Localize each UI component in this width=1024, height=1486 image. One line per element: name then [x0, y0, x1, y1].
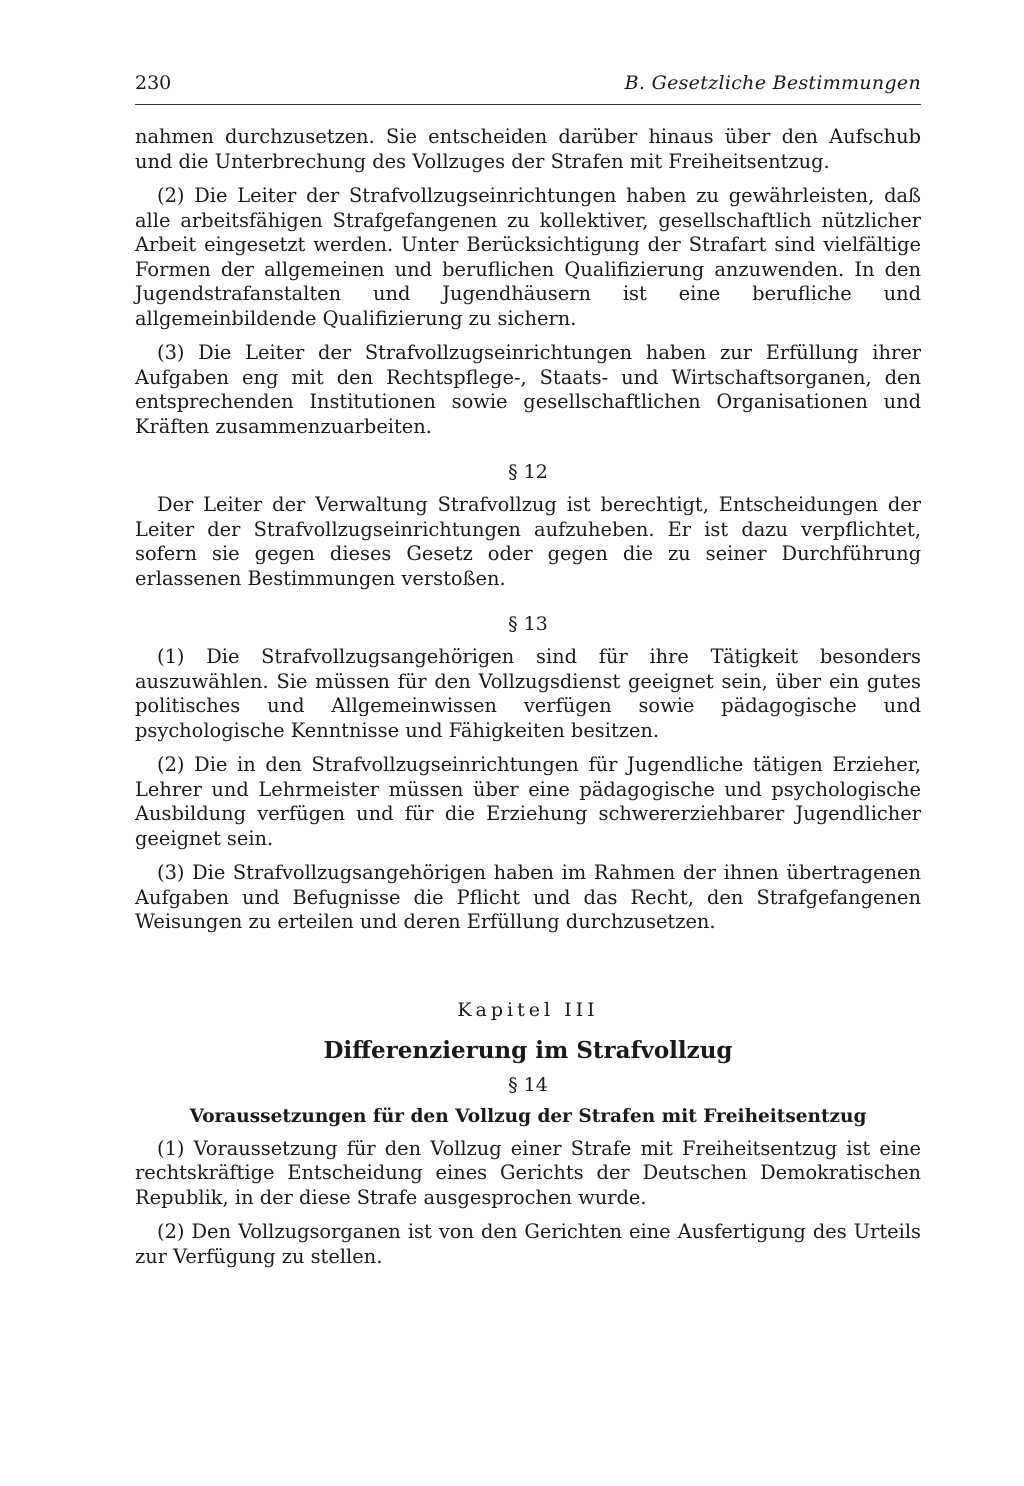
page-header: [135, 72, 921, 105]
paragraph-12: Der Leiter der Verwaltung Strafvollzug ist berechtigt, Entscheidungen der Leiter der Strafvollzugseinrichtungen aufzuheben. Er ist dazu verpflichtet, sofern sie gegen dieses Gesetz oder gegen die zu seiner Durchführung erlassenen Bestimmungen verstoßen.: [135, 493, 921, 590]
page-body: [135, 125, 921, 1269]
paragraph-continuation: nahmen durchzusetzen. Sie entscheiden darüber hinaus über den Aufschub und die Unterbrechung des Vollzuges der Strafen mit Freiheitsentzug.: [135, 125, 921, 173]
page-number: 230: [135, 72, 172, 94]
section-14-sign: § 14: [508, 1073, 548, 1096]
paragraph-13-3: (3) Die Strafvollzugsangehörigen haben im Rahmen der ihnen übertragenen Aufgaben und Befugnisse die Pflicht und das Recht, den Strafgefangenen Weisungen zu erteilen und deren Erfüllung durchzusetzen.: [135, 861, 921, 933]
running-title: B. Gesetzliche Bestimmungen: [624, 72, 921, 94]
section-12-sign: § 12: [508, 461, 548, 483]
paragraph-11-2: (2) Die Leiter der Strafvollzugseinrichtungen haben zu gewährleisten, daß alle arbeitsfähigen Strafgefangenen zu kollektiver, gesellschaftlich nützlicher Arbeit eingesetzt werden. Unter Berücksichtigung der Strafart sind vielfältige Formen der allgemeinen und beruflichen Qualifizierung anzuwenden. In den Jugendstrafanstalten und Jugendhäusern ist eine berufliche und allgemeinbildende Qualifizierung zu sichern.: [135, 184, 921, 330]
paragraph-14-2: (2) Den Vollzugsorganen ist von den Gerichten eine Ausfertigung des Urteils zur Verfügung zu stellen.: [135, 1220, 921, 1268]
document-page: [135, 72, 921, 1279]
paragraph-14-1: (1) Voraussetzung für den Vollzug einer Strafe mit Freiheitsentzug ist eine rechtskräftige Entscheidung eines Gerichts der Deutschen Demokratischen Republik, in der diese Strafe ausgesprochen wurde.: [135, 1136, 921, 1209]
section-13-sign: § 13: [508, 613, 548, 635]
chapter-label: Kapitel III: [457, 998, 599, 1021]
chapter-title: Differenzierung im Strafvollzug: [323, 1036, 733, 1064]
paragraph-13-1: (1) Die Strafvollzugsangehörigen sind für ihre Tätigkeit besonders auszuwählen. Sie müssen für den Vollzugsdienst geeignet sein, über ein gutes politisches und Allgemeinwissen verfügen sowie pädagogische und psychologische Kenntnisse und Fähigkeiten besitzen.: [135, 645, 921, 742]
paragraph-11-3: (3) Die Leiter der Strafvollzugseinrichtungen haben zur Erfüllung ihrer Aufgaben eng mit den Rechtspflege-, Staats- und Wirtschaftsorganen, den entsprechenden Institutionen sowie gesellschaftlichen Organisationen und Kräften zusammenzuarbeiten.: [135, 341, 921, 438]
section-14-heading: Voraussetzungen für den Vollzug der Strafen mit Freiheitsentzug: [189, 1105, 867, 1127]
paragraph-13-2: (2) Die in den Strafvollzugseinrichtungen für Jugendliche tätigen Erzieher, Lehrer und Lehrmeister müssen über eine pädagogische und psychologische Ausbildung verfügen und für die Erziehung schwererziehbarer Jugendlicher geeignet sein.: [135, 753, 921, 850]
